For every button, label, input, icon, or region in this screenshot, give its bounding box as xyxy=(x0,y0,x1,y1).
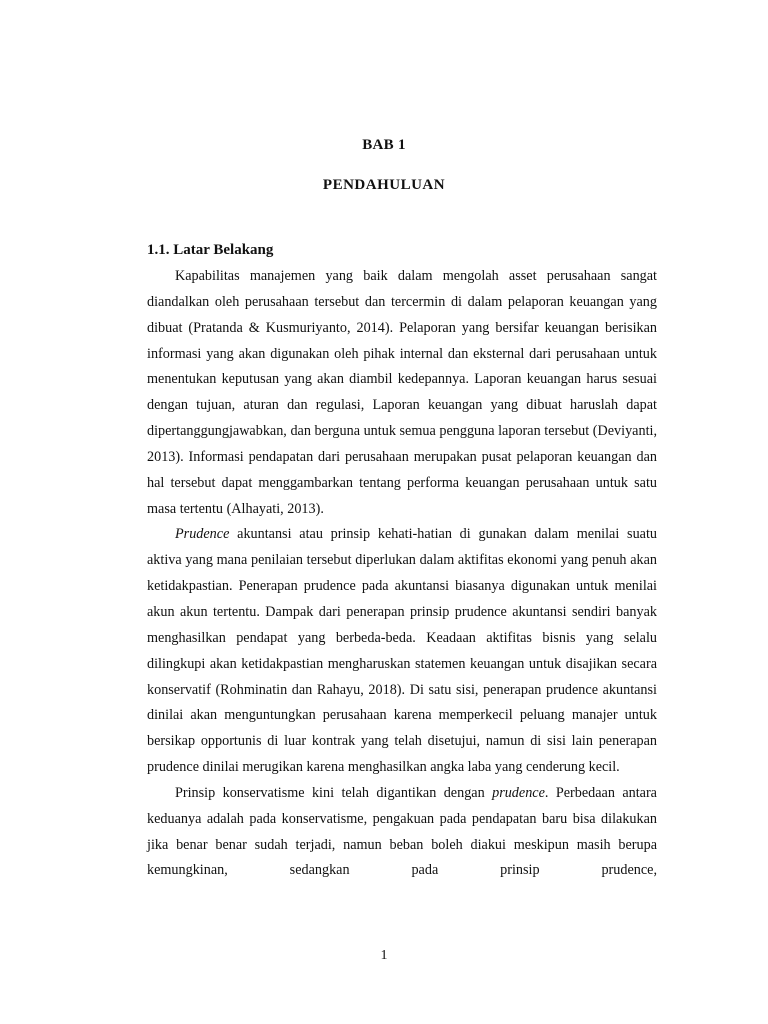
chapter-label: BAB 1 xyxy=(362,137,406,153)
body-text xyxy=(147,264,657,884)
paragraph-text: . Perbedaan antara keduanya adalah pada konservatisme, pengakuan pada pendapatan baru bisa dilakukan jika benar benar sudah terjadi, namun beban boleh diakui meskipun masih berupa kemungkinan, sedangkan pada prinsip prudence, xyxy=(147,784,657,879)
paragraph-2 xyxy=(147,522,657,780)
section-heading: 1.1. Latar Belakang xyxy=(147,242,274,258)
chapter-title: PENDAHULUAN xyxy=(322,177,446,193)
italic-term: prudence xyxy=(492,784,545,801)
paragraph-text: Kapabilitas manajemen yang baik dalam mengolah asset perusahaan sangat diandalkan oleh perusahaan tersebut dan tercermin di dalam pelaporan keuangan yang dibuat (Pratanda & Kusmuriyanto, 2014). Pelaporan yang bersifar keuangan berisikan informasi yang akan digunakan oleh pihak internal dan eksternal dari perusahaan untuk menentukan keputusan yang akan diambil kedepannya. Laporan keuangan harus sesuai dengan tujuan, aturan dan regulasi, Laporan keuangan yang dibuat haruslah dapat dipertanggungjawabkan, dan berguna untuk semua pengguna laporan tersebut (Deviyanti, 2013). Informasi pendapatan dari perusahaan merupakan pusat pelaporan keuangan dan hal tersebut dapat menggambarkan tentang performa keuangan perusahaan untuk satu masa tertentu (Alhayati, 2013). xyxy=(147,268,657,517)
paragraph-text: akuntansi atau prinsip kehati-hatian di gunakan dalam menilai suatu aktiva yang mana penilaian tersebut diperlukan dalam aktifitas ekonomi yang penuh akan ketidakpastian. Penerapan prudence pada akuntansi biasanya digunakan untuk menilai akun akun tertentu. Dampak dari penerapan prinsip prudence akuntansi sendiri banyak menghasilkan pendapat yang berbeda-beda. Keadaan aktifitas bisnis yang selalu dilingkupi akan ketidakpastian mengharuskan statemen keuangan untuk disajikan secara konservatif (Rohminatin dan Rahayu, 2018). Di satu sisi, penerapan prudence akuntansi dinilai akan menguntungkan perusahaan karena memperkecil peluang manajer untuk bersikap opportunis di luar kontrak yang telah disetujui, namun di sisi lain penerapan prudence dinilai merugikan karena menghasilkan angka laba yang cenderung kecil. xyxy=(147,526,657,776)
paragraph-text: Prinsip konservatisme kini telah digantikan dengan xyxy=(175,784,493,801)
italic-term: Prudence xyxy=(175,526,230,543)
page-number: 1 xyxy=(380,948,388,963)
paragraph-3 xyxy=(147,781,657,884)
paragraph-1 xyxy=(147,264,657,522)
